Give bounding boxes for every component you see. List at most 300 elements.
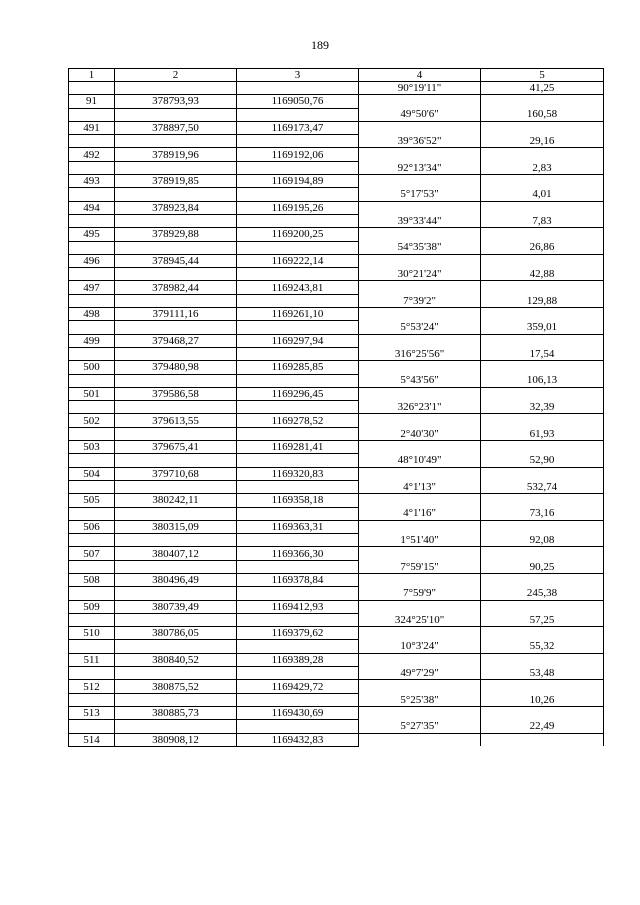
- distance-cell: [481, 706, 604, 719]
- point-row: [69, 414, 604, 427]
- x-coordinate-cell: [115, 401, 237, 414]
- distance-cell: [481, 228, 604, 241]
- point-number-cell: 498: [69, 308, 115, 321]
- column-header: 3: [237, 69, 359, 82]
- segment-row: [69, 294, 604, 307]
- segment-row: [69, 480, 604, 493]
- point-row: [69, 441, 604, 454]
- distance-cell: [481, 547, 604, 560]
- bearing-cell: [359, 95, 481, 108]
- x-coordinate-cell: 380315,09: [115, 520, 237, 533]
- point-row: [69, 334, 604, 347]
- y-coordinate-cell: 1169194,89: [237, 175, 359, 188]
- bearing-cell: [359, 254, 481, 267]
- y-coordinate-cell: 1169278,52: [237, 414, 359, 427]
- x-coordinate-cell: 379613,55: [115, 414, 237, 427]
- column-header: 2: [115, 69, 237, 82]
- distance-cell: 129,88: [481, 294, 604, 307]
- segment-row: [69, 454, 604, 467]
- point-number-cell: 507: [69, 547, 115, 560]
- x-coordinate-cell: 380739,49: [115, 600, 237, 613]
- point-number-cell: [69, 613, 115, 626]
- point-row: [69, 281, 604, 294]
- x-coordinate-cell: 379468,27: [115, 334, 237, 347]
- y-coordinate-cell: [237, 321, 359, 334]
- y-coordinate-cell: 1169363,31: [237, 520, 359, 533]
- point-number-cell: 501: [69, 387, 115, 400]
- column-header: 1: [69, 69, 115, 82]
- bearing-cell: 1°51'40": [359, 534, 481, 547]
- point-number-cell: [69, 294, 115, 307]
- x-coordinate-cell: [115, 720, 237, 733]
- point-row: [69, 733, 604, 746]
- distance-cell: [481, 121, 604, 134]
- distance-cell: 17,54: [481, 347, 604, 360]
- x-coordinate-cell: [115, 560, 237, 573]
- y-coordinate-cell: 1169297,94: [237, 334, 359, 347]
- x-coordinate-cell: 378923,84: [115, 201, 237, 214]
- point-number-cell: 91: [69, 95, 115, 108]
- bearing-cell: [359, 653, 481, 666]
- segment-row: [69, 640, 604, 653]
- bearing-cell: [359, 334, 481, 347]
- y-coordinate-cell: [237, 587, 359, 600]
- y-coordinate-cell: 1169412,93: [237, 600, 359, 613]
- point-number-cell: [69, 507, 115, 520]
- bearing-cell: [359, 573, 481, 586]
- segment-row: [69, 693, 604, 706]
- point-number-cell: [69, 108, 115, 121]
- bearing-cell: [359, 281, 481, 294]
- bearing-cell: [359, 441, 481, 454]
- x-coordinate-cell: 380786,05: [115, 627, 237, 640]
- segment-row: [69, 108, 604, 121]
- distance-cell: [481, 680, 604, 693]
- x-coordinate-cell: [115, 108, 237, 121]
- bearing-cell: 5°53'24": [359, 321, 481, 334]
- distance-cell: 29,16: [481, 135, 604, 148]
- y-coordinate-cell: 1169222,14: [237, 254, 359, 267]
- y-coordinate-cell: 1169358,18: [237, 494, 359, 507]
- x-coordinate-cell: 378929,88: [115, 228, 237, 241]
- segment-row: [69, 560, 604, 573]
- distance-cell: 532,74: [481, 480, 604, 493]
- point-number-cell: 495: [69, 228, 115, 241]
- segment-row: [69, 135, 604, 148]
- point-number-cell: 506: [69, 520, 115, 533]
- x-coordinate-cell: 379111,16: [115, 308, 237, 321]
- point-number-cell: 511: [69, 653, 115, 666]
- distance-cell: 90,25: [481, 560, 604, 573]
- point-number-cell: [69, 214, 115, 227]
- x-coordinate-cell: [115, 480, 237, 493]
- point-row: [69, 228, 604, 241]
- bearing-cell: [359, 308, 481, 321]
- x-coordinate-cell: [115, 214, 237, 227]
- bearing-cell: 48°10'49": [359, 454, 481, 467]
- distance-cell: 2,83: [481, 161, 604, 174]
- point-row: [69, 520, 604, 533]
- coordinates-table: [68, 68, 604, 747]
- distance-cell: [481, 520, 604, 533]
- point-number-cell: 500: [69, 361, 115, 374]
- bearing-cell: [359, 733, 481, 746]
- y-coordinate-cell: [237, 135, 359, 148]
- point-number-cell: [69, 401, 115, 414]
- point-row: [69, 254, 604, 267]
- bearing-cell: 39°36'52": [359, 135, 481, 148]
- distance-cell: [481, 95, 604, 108]
- bearing-cell: 5°27'35": [359, 720, 481, 733]
- y-coordinate-cell: [237, 82, 359, 95]
- segment-row: [69, 82, 604, 95]
- x-coordinate-cell: [115, 321, 237, 334]
- distance-cell: 41,25: [481, 82, 604, 95]
- x-coordinate-cell: [115, 454, 237, 467]
- point-number-cell: 513: [69, 706, 115, 719]
- x-coordinate-cell: [115, 161, 237, 174]
- y-coordinate-cell: [237, 427, 359, 440]
- bearing-cell: 49°7'29": [359, 667, 481, 680]
- segment-row: [69, 214, 604, 227]
- bearing-cell: [359, 494, 481, 507]
- point-number-cell: 504: [69, 467, 115, 480]
- y-coordinate-cell: 1169243,81: [237, 281, 359, 294]
- y-coordinate-cell: [237, 188, 359, 201]
- bearing-cell: 326°23'1": [359, 401, 481, 414]
- distance-cell: 22,49: [481, 720, 604, 733]
- x-coordinate-cell: 380908,12: [115, 733, 237, 746]
- x-coordinate-cell: [115, 241, 237, 254]
- point-row: [69, 680, 604, 693]
- x-coordinate-cell: [115, 294, 237, 307]
- distance-cell: 52,90: [481, 454, 604, 467]
- y-coordinate-cell: 1169379,62: [237, 627, 359, 640]
- segment-row: [69, 241, 604, 254]
- y-coordinate-cell: 1169430,69: [237, 706, 359, 719]
- x-coordinate-cell: 379675,41: [115, 441, 237, 454]
- x-coordinate-cell: 380875,52: [115, 680, 237, 693]
- y-coordinate-cell: [237, 640, 359, 653]
- point-number-cell: [69, 347, 115, 360]
- y-coordinate-cell: 1169050,76: [237, 95, 359, 108]
- point-number-cell: [69, 480, 115, 493]
- bearing-cell: 5°17'53": [359, 188, 481, 201]
- point-number-cell: [69, 587, 115, 600]
- bearing-cell: [359, 680, 481, 693]
- y-coordinate-cell: [237, 374, 359, 387]
- segment-row: [69, 427, 604, 440]
- bearing-cell: [359, 706, 481, 719]
- distance-cell: 245,38: [481, 587, 604, 600]
- point-number-cell: 492: [69, 148, 115, 161]
- y-coordinate-cell: [237, 268, 359, 281]
- distance-cell: [481, 573, 604, 586]
- table-body: [69, 82, 604, 747]
- y-coordinate-cell: [237, 667, 359, 680]
- y-coordinate-cell: 1169173,47: [237, 121, 359, 134]
- bearing-cell: 5°43'56": [359, 374, 481, 387]
- segment-row: [69, 347, 604, 360]
- bearing-cell: [359, 148, 481, 161]
- y-coordinate-cell: [237, 294, 359, 307]
- bearing-cell: [359, 627, 481, 640]
- y-coordinate-cell: 1169195,26: [237, 201, 359, 214]
- x-coordinate-cell: 379480,98: [115, 361, 237, 374]
- x-coordinate-cell: 379586,58: [115, 387, 237, 400]
- y-coordinate-cell: [237, 720, 359, 733]
- distance-cell: 4,01: [481, 188, 604, 201]
- distance-cell: 106,13: [481, 374, 604, 387]
- point-number-cell: 499: [69, 334, 115, 347]
- page-number: 189: [311, 38, 329, 52]
- x-coordinate-cell: [115, 427, 237, 440]
- y-coordinate-cell: 1169429,72: [237, 680, 359, 693]
- y-coordinate-cell: [237, 534, 359, 547]
- segment-row: [69, 507, 604, 520]
- point-row: [69, 706, 604, 719]
- point-number-cell: [69, 667, 115, 680]
- bearing-cell: [359, 121, 481, 134]
- bearing-cell: [359, 414, 481, 427]
- distance-cell: [481, 334, 604, 347]
- point-row: [69, 547, 604, 560]
- distance-cell: 42,88: [481, 268, 604, 281]
- bearing-cell: 7°39'2": [359, 294, 481, 307]
- y-coordinate-cell: [237, 161, 359, 174]
- x-coordinate-cell: 380496,49: [115, 573, 237, 586]
- bearing-cell: [359, 361, 481, 374]
- segment-row: [69, 321, 604, 334]
- point-number-cell: 502: [69, 414, 115, 427]
- distance-cell: [481, 201, 604, 214]
- y-coordinate-cell: 1169261,10: [237, 308, 359, 321]
- bearing-cell: 316°25'56": [359, 347, 481, 360]
- bearing-cell: [359, 387, 481, 400]
- y-coordinate-cell: [237, 507, 359, 520]
- point-number-cell: [69, 268, 115, 281]
- distance-cell: [481, 254, 604, 267]
- x-coordinate-cell: [115, 507, 237, 520]
- x-coordinate-cell: 380885,73: [115, 706, 237, 719]
- distance-cell: [481, 627, 604, 640]
- y-coordinate-cell: [237, 347, 359, 360]
- point-number-cell: 494: [69, 201, 115, 214]
- x-coordinate-cell: [115, 613, 237, 626]
- distance-cell: [481, 494, 604, 507]
- bearing-cell: 2°40'30": [359, 427, 481, 440]
- point-number-cell: 496: [69, 254, 115, 267]
- point-number-cell: [69, 82, 115, 95]
- point-number-cell: [69, 454, 115, 467]
- point-number-cell: [69, 693, 115, 706]
- point-row: [69, 387, 604, 400]
- point-number-cell: 493: [69, 175, 115, 188]
- x-coordinate-cell: 380242,11: [115, 494, 237, 507]
- x-coordinate-cell: 378919,85: [115, 175, 237, 188]
- distance-cell: 26,86: [481, 241, 604, 254]
- bearing-cell: [359, 520, 481, 533]
- distance-cell: 10,26: [481, 693, 604, 706]
- bearing-cell: [359, 467, 481, 480]
- table-header-row: [69, 69, 604, 82]
- distance-cell: [481, 600, 604, 613]
- distance-cell: [481, 467, 604, 480]
- y-coordinate-cell: 1169389,28: [237, 653, 359, 666]
- bearing-cell: 54°35'38": [359, 241, 481, 254]
- y-coordinate-cell: 1169320,83: [237, 467, 359, 480]
- point-row: [69, 95, 604, 108]
- point-number-cell: [69, 135, 115, 148]
- x-coordinate-cell: [115, 587, 237, 600]
- distance-cell: [481, 281, 604, 294]
- point-row: [69, 308, 604, 321]
- point-number-cell: 509: [69, 600, 115, 613]
- point-number-cell: [69, 534, 115, 547]
- x-coordinate-cell: [115, 188, 237, 201]
- distance-cell: 61,93: [481, 427, 604, 440]
- bearing-cell: [359, 201, 481, 214]
- distance-cell: [481, 387, 604, 400]
- point-number-cell: [69, 321, 115, 334]
- x-coordinate-cell: 380840,52: [115, 653, 237, 666]
- bearing-cell: [359, 228, 481, 241]
- point-row: [69, 121, 604, 134]
- point-row: [69, 494, 604, 507]
- x-coordinate-cell: [115, 693, 237, 706]
- bearing-cell: 92°13'34": [359, 161, 481, 174]
- point-number-cell: [69, 427, 115, 440]
- y-coordinate-cell: 1169432,83: [237, 733, 359, 746]
- column-header: 5: [481, 69, 604, 82]
- point-number-cell: [69, 640, 115, 653]
- point-row: [69, 627, 604, 640]
- y-coordinate-cell: [237, 108, 359, 121]
- x-coordinate-cell: [115, 347, 237, 360]
- distance-cell: [481, 148, 604, 161]
- y-coordinate-cell: 1169296,45: [237, 387, 359, 400]
- point-number-cell: [69, 241, 115, 254]
- x-coordinate-cell: 379710,68: [115, 467, 237, 480]
- segment-row: [69, 401, 604, 414]
- bearing-cell: 49°50'6": [359, 108, 481, 121]
- y-coordinate-cell: 1169366,30: [237, 547, 359, 560]
- bearing-cell: 4°1'13": [359, 480, 481, 493]
- x-coordinate-cell: [115, 374, 237, 387]
- x-coordinate-cell: 378897,50: [115, 121, 237, 134]
- point-number-cell: 491: [69, 121, 115, 134]
- point-number-cell: [69, 161, 115, 174]
- point-number-cell: [69, 720, 115, 733]
- x-coordinate-cell: [115, 82, 237, 95]
- point-number-cell: [69, 560, 115, 573]
- distance-cell: [481, 441, 604, 454]
- x-coordinate-cell: 380407,12: [115, 547, 237, 560]
- segment-row: [69, 268, 604, 281]
- distance-cell: 73,16: [481, 507, 604, 520]
- segment-row: [69, 534, 604, 547]
- distance-cell: 160,58: [481, 108, 604, 121]
- point-number-cell: [69, 188, 115, 201]
- distance-cell: [481, 653, 604, 666]
- x-coordinate-cell: [115, 640, 237, 653]
- distance-cell: [481, 308, 604, 321]
- distance-cell: 55,32: [481, 640, 604, 653]
- distance-cell: 53,48: [481, 667, 604, 680]
- y-coordinate-cell: [237, 613, 359, 626]
- point-row: [69, 148, 604, 161]
- x-coordinate-cell: 378945,44: [115, 254, 237, 267]
- x-coordinate-cell: 378919,96: [115, 148, 237, 161]
- bearing-cell: 324°25'10": [359, 613, 481, 626]
- point-number-cell: 514: [69, 733, 115, 746]
- segment-row: [69, 188, 604, 201]
- point-row: [69, 175, 604, 188]
- bearing-cell: [359, 600, 481, 613]
- point-number-cell: 510: [69, 627, 115, 640]
- point-number-cell: 512: [69, 680, 115, 693]
- segment-row: [69, 667, 604, 680]
- point-number-cell: 508: [69, 573, 115, 586]
- x-coordinate-cell: [115, 667, 237, 680]
- y-coordinate-cell: [237, 560, 359, 573]
- distance-cell: 57,25: [481, 613, 604, 626]
- segment-row: [69, 613, 604, 626]
- point-number-cell: 503: [69, 441, 115, 454]
- y-coordinate-cell: [237, 693, 359, 706]
- segment-row: [69, 161, 604, 174]
- y-coordinate-cell: [237, 401, 359, 414]
- distance-cell: [481, 361, 604, 374]
- bearing-cell: 4°1'16": [359, 507, 481, 520]
- bearing-cell: [359, 547, 481, 560]
- x-coordinate-cell: [115, 534, 237, 547]
- y-coordinate-cell: [237, 454, 359, 467]
- x-coordinate-cell: [115, 268, 237, 281]
- point-row: [69, 467, 604, 480]
- column-header: 4: [359, 69, 481, 82]
- x-coordinate-cell: 378793,93: [115, 95, 237, 108]
- distance-cell: 32,39: [481, 401, 604, 414]
- point-row: [69, 600, 604, 613]
- point-number-cell: 505: [69, 494, 115, 507]
- bearing-cell: 7°59'9": [359, 587, 481, 600]
- point-row: [69, 361, 604, 374]
- y-coordinate-cell: 1169378,84: [237, 573, 359, 586]
- bearing-cell: 90°19'11": [359, 82, 481, 95]
- point-number-cell: 497: [69, 281, 115, 294]
- distance-cell: 7,83: [481, 214, 604, 227]
- distance-cell: 359,01: [481, 321, 604, 334]
- bearing-cell: 10°3'24": [359, 640, 481, 653]
- segment-row: [69, 587, 604, 600]
- distance-cell: [481, 175, 604, 188]
- y-coordinate-cell: [237, 241, 359, 254]
- y-coordinate-cell: 1169192,06: [237, 148, 359, 161]
- bearing-cell: 5°25'38": [359, 693, 481, 706]
- distance-cell: [481, 414, 604, 427]
- y-coordinate-cell: [237, 480, 359, 493]
- point-number-cell: [69, 374, 115, 387]
- y-coordinate-cell: [237, 214, 359, 227]
- bearing-cell: [359, 175, 481, 188]
- distance-cell: 92,08: [481, 534, 604, 547]
- x-coordinate-cell: [115, 135, 237, 148]
- y-coordinate-cell: 1169281,41: [237, 441, 359, 454]
- bearing-cell: 7°59'15": [359, 560, 481, 573]
- bearing-cell: 39°33'44": [359, 214, 481, 227]
- y-coordinate-cell: 1169285,85: [237, 361, 359, 374]
